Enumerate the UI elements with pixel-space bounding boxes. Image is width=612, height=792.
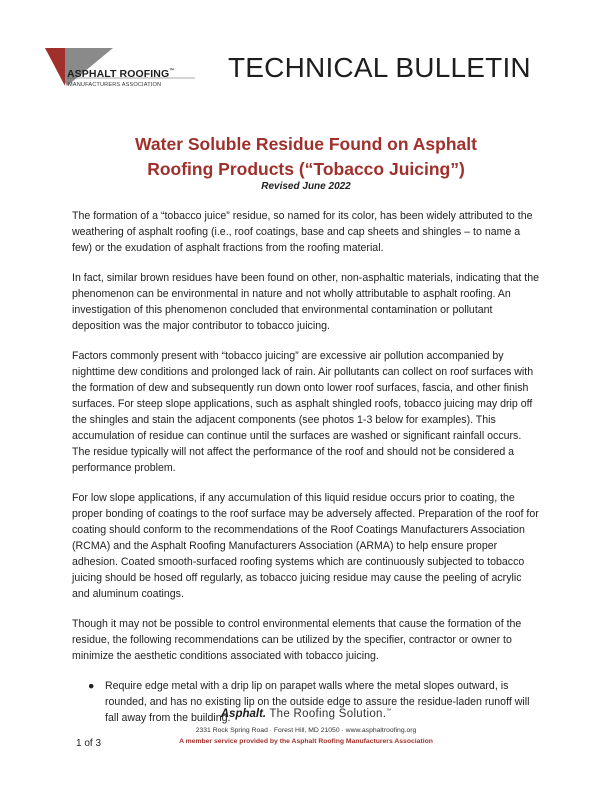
footer-brand — [0, 708, 612, 720]
revised-date: Revised June 2022 — [261, 181, 351, 192]
paragraph: The formation of a “tobacco juice” residue, so named for its color, has been widely attributed to the weathering of asphalt roofing (i.e., roof coatings, base and cap sheets and shingles – to name a few) or the exudation of asphalt fractions from the roofing material. — [72, 210, 533, 254]
bullet-icon: ● — [88, 680, 95, 692]
brand-tagline: The Roofing Solution. — [269, 708, 387, 720]
document-body — [72, 208, 542, 726]
title-line-2: Roofing Products (“Tobacco Juicing”) — [147, 159, 465, 179]
arma-logo — [45, 44, 205, 96]
page-number: 1 of 3 — [76, 738, 102, 749]
brand-asphalt: Asphalt. — [220, 708, 267, 720]
list-item-text: Require edge metal with a drip lip on parapet walls where the metal slopes outward, is rounded, and has no existing lip on the outside edge to assure the residue-laden runoff will fall away from the building. — [105, 680, 530, 724]
brand-tm: ™ — [386, 708, 392, 714]
paragraph: For low slope applications, if any accumulation of this liquid residue occurs prior to coating, the proper bonding of coatings to the roof surface may be adversely affected. Preparation of the roof for coating should conform to the recommendations of the Roof Coatings Manufacturers Association (RCMA) and the Asphalt Roofing Manufacturers Association (ARMA) to help ensure proper adhesion. Coated smooth-surfaced roofing systems which are continuously subjected to tobacco juicing should be hosed off regularly, as tobacco juicing residue may cause the peeling of acrylic and aluminum coatings. — [72, 492, 539, 600]
paragraph: Factors commonly present with “tobacco juicing” are excessive air pollution accompanied by nighttime dew conditions and prolonged lack of rain. Air pollutants can collect on roof surfaces with the formation of dew and subsequently run down onto lower roof surfaces, fascia, and other finish surfaces. For steep slope applications, such as asphalt shingled roofs, tobacco juicing may drip off the shingles and stain the adjacent components (see photos 1-3 below for examples). This accumulation of residue can continue until the surfaces are washed or significant rainfall occurs. The residue typically will not affect the performance of the roof and should not be considered a performance problem. — [72, 350, 534, 474]
logo-subtitle: MANUFACTURERS ASSOCIATION — [68, 82, 162, 88]
footer-address: 2331 Rock Spring Road · Forest Hill, MD 21050 · www.asphaltroofing.org — [195, 727, 417, 734]
logo-wordmark: ASPHALT ROOFING™ — [67, 68, 175, 80]
document-title — [0, 132, 612, 182]
bulletin-heading: TECHNICAL BULLETIN — [228, 52, 531, 83]
paragraph: In fact, similar brown residues have been found on other, non-asphaltic materials, indicating that the phenomenon can be environmental in nature and not wholly attributable to asphalt roofing. An investigation of this phenomenon concluded that environmental contamination or pollutant deposition was the major contributor to tobacco juicing. — [72, 272, 539, 332]
paragraph: Though it may not be possible to control environmental elements that cause the formation of the residue, the following recommendations can be utilized by the specifier, contractor or owner to minimize the aesthetic conditions associated with tobacco juicing. — [72, 618, 522, 662]
title-line-1: Water Soluble Residue Found on Asphalt — [135, 134, 477, 154]
footer-service-note: A member service provided by the Asphalt Roofing Manufacturers Association — [179, 738, 433, 745]
